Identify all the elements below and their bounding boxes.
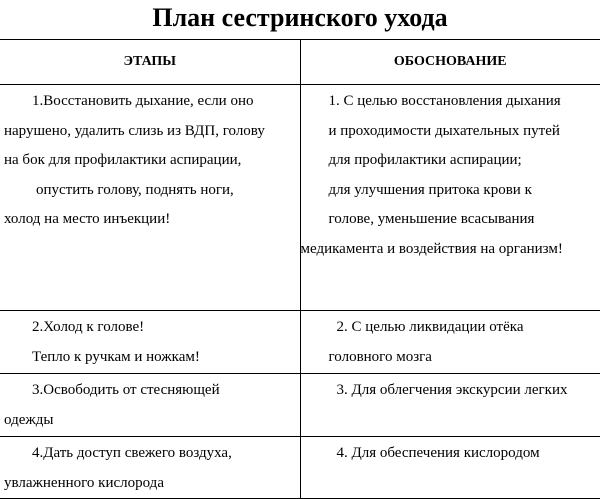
rationale-line: и проходимости дыхательных путей — [328, 122, 560, 139]
rationale-line: голове, уменьшение всасывания — [328, 211, 535, 227]
page-title: План сестринского ухода — [152, 3, 448, 32]
stage-line: 4.Дать доступ свежего воздуха, — [32, 445, 232, 461]
stage-cell — [0, 85, 300, 311]
rationale-line: медикамента и воздействия на организм! — [300, 240, 563, 257]
rationale-line: 1. С целью восстановления дыхания — [328, 93, 561, 109]
stage-line: на бок для профилактики аспирации, — [4, 152, 242, 168]
rationale-line: 4. Для обеспечения кислородом — [336, 445, 540, 461]
stage-line: холод на место инъекции! — [4, 211, 171, 227]
rationale-line: головного мозга — [328, 348, 432, 365]
stage-line: Тепло к ручкам и ножкам! — [32, 348, 200, 365]
table-row — [0, 85, 600, 311]
stages-header: ЭТАПЫ — [0, 40, 300, 85]
table-row — [0, 374, 600, 437]
rationale-line: для профилактики аспирации; — [328, 152, 522, 168]
stage-cell — [0, 437, 300, 499]
table-header-row — [0, 40, 600, 85]
stage-line: увлажненного кислорода — [4, 474, 164, 491]
stage-line: нарушено, удалить слизь из ВДП, голову — [4, 122, 265, 139]
rationale-cell — [300, 374, 600, 437]
table-row — [0, 437, 600, 499]
stage-cell — [0, 311, 300, 374]
rationale-cell — [300, 437, 600, 499]
table-row — [0, 311, 600, 374]
rationale-cell — [300, 85, 600, 311]
stage-line: одежды — [4, 411, 54, 428]
rationale-header: ОБОСНОВАНИЕ — [300, 40, 600, 85]
care-plan-table — [0, 39, 600, 499]
stage-cell — [0, 374, 300, 437]
stage-line: 1.Восстановить дыхание, если оно — [32, 93, 254, 109]
rationale-line: 3. Для облегчения экскурсии легких — [336, 382, 568, 398]
stage-line: 2.Холод к голове! — [32, 319, 145, 335]
rationale-line: для улучшения притока крови к — [328, 181, 532, 198]
rationale-cell — [300, 311, 600, 374]
stage-line: опустить голову, поднять ноги, — [36, 181, 234, 198]
stage-line: 3.Освободить от стесняющей — [32, 382, 220, 398]
rationale-line: 2. С целью ликвидации отёка — [336, 319, 524, 335]
